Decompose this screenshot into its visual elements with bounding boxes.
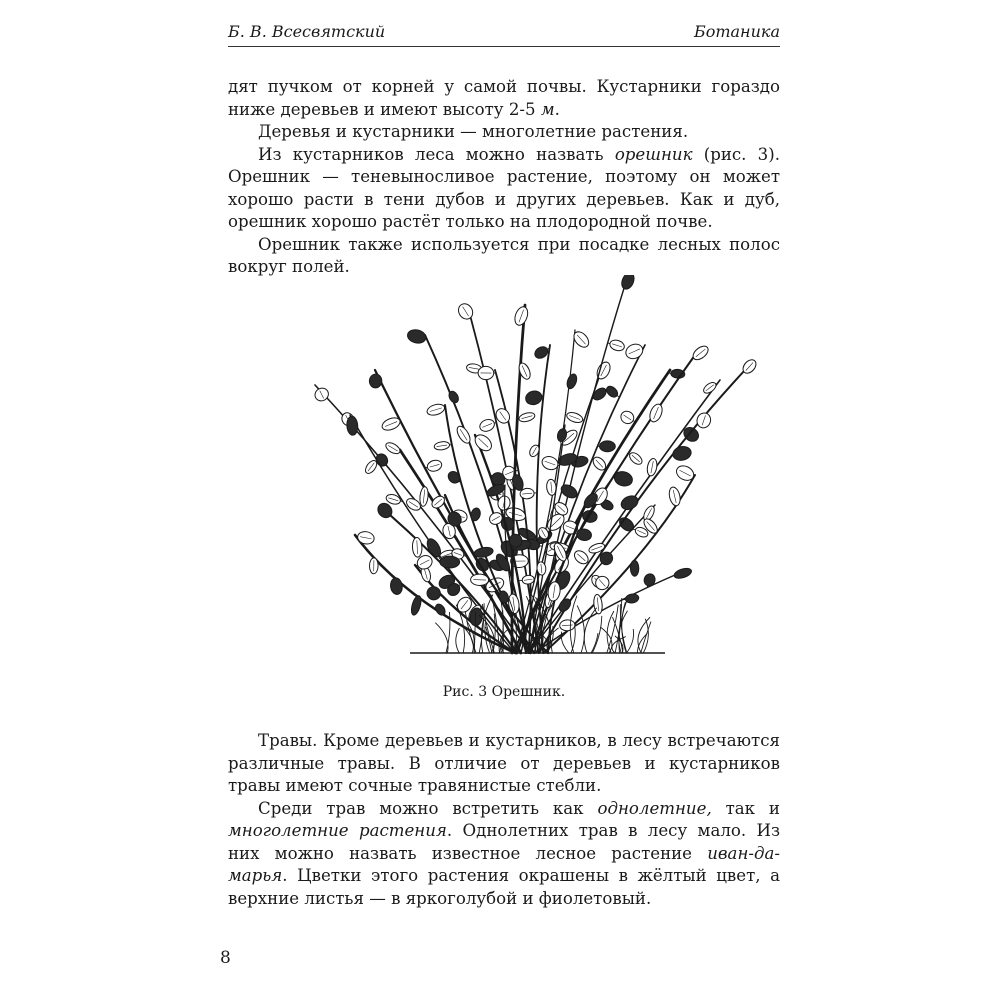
hazel-shrub-illustration xyxy=(295,275,765,677)
grass-blade xyxy=(435,623,448,653)
paragraph: дят пучком от корней у самой почвы. Кустарники гораздо ниже деревьев и имеют высоту 2-5 м. xyxy=(228,77,780,119)
top-text-block xyxy=(228,76,780,279)
page-number: 8 xyxy=(220,948,231,968)
leaf-shape xyxy=(604,384,619,399)
header-section: Ботаника xyxy=(693,22,780,41)
leaf-shape xyxy=(524,389,543,406)
leaf-shape xyxy=(619,493,640,512)
leaf-shape xyxy=(565,373,578,390)
paragraph: Деревья и кустарники — многолетние растения. xyxy=(258,122,689,141)
leaf-shape xyxy=(406,328,427,345)
leaf-shape xyxy=(672,445,693,462)
figure-caption: Рис. 3 Орешник. xyxy=(442,684,566,700)
leaf-shape xyxy=(369,374,383,389)
leaf-shape xyxy=(446,469,462,485)
leaf-shape xyxy=(440,556,460,568)
leaf-shape xyxy=(410,595,423,616)
header-author: Б. В. Всесвятский xyxy=(228,22,386,41)
grass-blade xyxy=(456,628,460,653)
header-rule xyxy=(228,46,780,47)
leaf-shape xyxy=(600,441,616,452)
leaf-shape xyxy=(625,593,640,604)
grass-blade xyxy=(600,627,612,653)
paragraph: Среди трав можно встретить как однолетние, так и многолетние растения. Однолетних трав в лесу мало. Из них можно назвать известное лесное растение иван-да-марья. Цветки этого растения окрашены в жёлтый цвет, а верхние листья — в яркоголубой и фиолетовый. xyxy=(228,798,780,908)
leaf-shape xyxy=(619,275,636,291)
leaf-shape xyxy=(473,546,494,559)
grass-blade xyxy=(577,606,584,654)
paragraph: Травы. Кроме деревьев и кустарников, в лесу встречаются различные травы. В отличие от деревьев и кустарников травы имеют сочные травянистые стебли. xyxy=(228,731,780,795)
running-header xyxy=(228,22,780,44)
leaf-shape xyxy=(673,566,693,580)
bottom-text-block xyxy=(228,730,780,910)
leaf-shape xyxy=(425,585,443,602)
paragraph: Из кустарников леса можно назвать орешник (рис. 3). Орешник — теневыносливое растение, поэтому он может хорошо расти в тени дубов и других деревьев. Как и дуб, орешник хорошо растёт только на плодородной почве. xyxy=(228,144,780,231)
paragraph: Орешник также используется при посадке лесных полос вокруг полей. xyxy=(228,234,780,276)
grass-blade xyxy=(627,629,634,653)
leaf-shape xyxy=(630,560,639,576)
leaf-shape xyxy=(591,386,608,403)
leaf-shape xyxy=(346,416,358,436)
leaf-shape xyxy=(390,577,404,595)
